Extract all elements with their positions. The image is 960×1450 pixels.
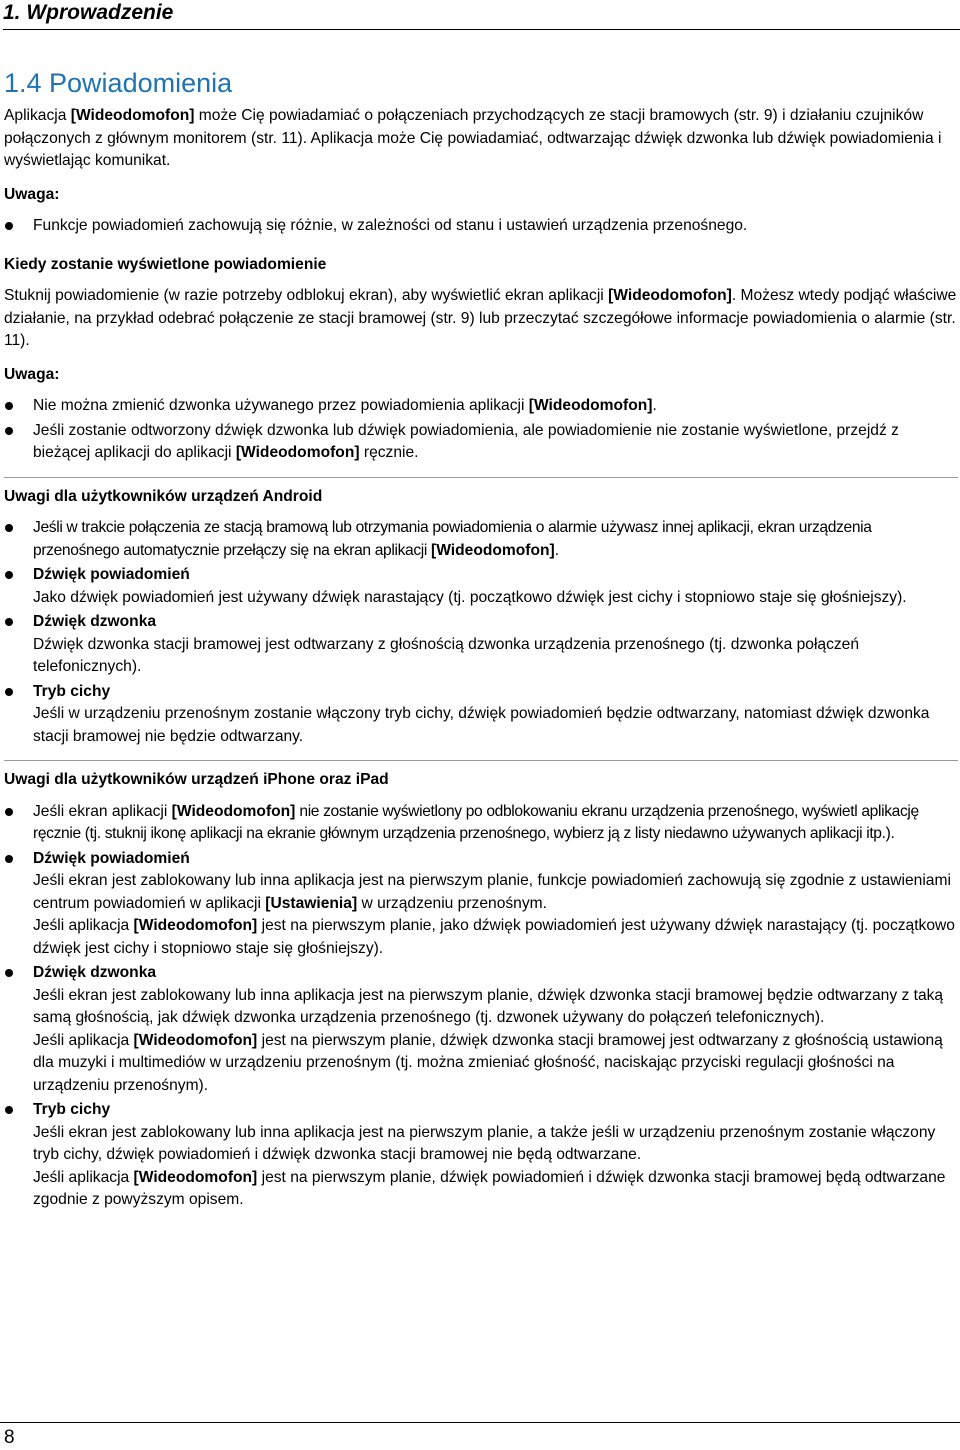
app-name: [Wideodomofon]: [235, 444, 360, 461]
app-name: [Wideodomofon]: [171, 802, 296, 820]
bullet-icon: [5, 808, 13, 816]
item-text-part: jest na pierwszym planie, jako dźwięk powiadomień jest używany dźwięk narastający (tj. początkowo dźwięk jest cichy i stopniowo staje się głośniejszy).: [33, 917, 955, 957]
subheading-when-displayed: Kiedy zostanie wyświetlone powiadomienie: [4, 255, 327, 273]
item-text: Dźwięk dzwonka stacji bramowej jest odtwarzany z głośnością dzwonka urządzenia przenośnego (tj. dzwonka połączeń telefonicznych).: [33, 635, 860, 675]
note-label: Uwaga:: [4, 365, 60, 383]
list-item: [4, 1099, 958, 1212]
page-number: 8: [4, 1427, 15, 1448]
bullet-icon: [5, 1106, 13, 1114]
item-title: Tryb cichy: [33, 1101, 111, 1118]
app-name: [Wideodomofon]: [133, 1031, 258, 1049]
note-label: Uwaga:: [4, 185, 60, 203]
android-list: [4, 517, 958, 748]
intro-paragraph: [4, 105, 958, 173]
item-text: [33, 870, 958, 915]
app-name: [Wideodomofon]: [431, 541, 555, 559]
bullet-icon: [5, 427, 13, 435]
item-text-part: Jeśli aplikacja: [33, 917, 134, 934]
settings-app-name: [Ustawienia]: [265, 894, 358, 912]
item-text: Jeśli w urządzeniu przenośnym zostanie włączony tryb cichy, dźwięk powiadomień będzie odtwarzany, natomiast dźwięk dzwonka stacji bramowej nie będzie odtwarzany.: [33, 705, 930, 745]
app-name: [Wideodomofon]: [133, 1168, 258, 1186]
item-text: Jeśli ekran aplikacji: [33, 802, 172, 820]
list-item: [4, 420, 958, 465]
item-text-part: jest na pierwszym planie, dźwięk powiadomień i dźwięk dzwonka stacji bramowej będą odtwarzane zgodnie z powyższym opisem.: [33, 1168, 946, 1208]
note-text: Nie można zmienić dzwonka używanego przez powiadomienia aplikacji: [33, 397, 529, 414]
item-text: [33, 1030, 958, 1098]
bullet-icon: [5, 524, 13, 532]
list-item: [4, 962, 958, 1097]
chapter-header: 1. Wprowadzenie: [3, 0, 960, 30]
app-name: [Wideodomofon]: [528, 397, 653, 414]
bullet-icon: [5, 571, 13, 579]
subheading-iphone: Uwagi dla użytkowników urządzeń iPhone oraz iPad: [4, 771, 389, 788]
footer-divider: [0, 1422, 960, 1423]
note-list: [4, 395, 958, 465]
item-title: Dźwięk dzwonka: [33, 613, 157, 630]
item-text: [33, 915, 958, 960]
section-title: 1.4 Powiadomienia: [4, 68, 233, 98]
item-text: Jeśli ekran jest zablokowany lub inna aplikacja jest na pierwszym planie, dźwięk dzwonka stacji bramowej będzie odtwarzany z taką samą głośnością, jak dźwięk dzwonka urządzenia przenośnego (tj. dzwonek używany do połączeń telefonicznych).: [33, 986, 944, 1026]
paragraph-text: . Możesz wtedy podjąć właściwe działanie, na przykład odebrać połączenie ze stacji bramowej (str. 9) lub przeczytać szczegółowe informacje powiadomienia o alarmie (str. 11).: [4, 287, 957, 349]
page-content: [4, 67, 958, 1223]
app-name: [Wideodomofon]: [133, 917, 258, 934]
bullet-icon: [5, 222, 13, 230]
note-list: [4, 215, 958, 238]
paragraph-text: Stuknij powiadomienie (w razie potrzeby odblokuj ekran), aby wyświetlić ekran aplikacji: [4, 287, 609, 304]
intro-text: Aplikacja: [4, 107, 71, 124]
subheading-android: Uwagi dla użytkowników urządzeń Android: [4, 487, 323, 505]
app-name: [Wideodomofon]: [608, 287, 732, 304]
item-text-part: Jeśli ekran jest zablokowany lub inna aplikacja jest na pierwszym planie, funkcje powiadomień zachowują się zgodnie z ustawieniami centrum powiadomień w aplikacji: [33, 872, 951, 912]
bullet-icon: [5, 969, 13, 977]
bullet-icon: [5, 688, 13, 696]
bullet-icon: [5, 618, 13, 626]
list-item: [4, 215, 958, 238]
item-text-part: Jeśli aplikacja: [33, 1031, 134, 1049]
when-displayed-paragraph: [4, 285, 958, 353]
section-divider: [4, 477, 958, 478]
note-text: Funkcje powiadomień zachowują się różnie, w zależności od stanu i ustawień urządzenia przenośnego.: [33, 217, 748, 234]
item-title: Dźwięk powiadomień: [33, 849, 190, 867]
iphone-list: [4, 801, 958, 1212]
list-item: [4, 395, 958, 418]
item-text: Jako dźwięk powiadomień jest używany dźwięk narastający (tj. początkowo dźwięk jest cichy i stopniowo staje się głośniejszy).: [33, 588, 907, 606]
list-item: [4, 517, 958, 562]
bullet-icon: [5, 402, 13, 410]
list-item: [4, 611, 958, 679]
note-text: .: [652, 397, 657, 414]
item-text-part: jest na pierwszym planie, dźwięk dzwonka stacji bramowej jest odtwarzany z głośnością ustawioną dla muzyki i multimediów w urządzeniu przenośnym (tj. można zmieniać głośność, naciskając przyciski regulacji głośności na urządzeniu przenośnym).: [33, 1031, 943, 1094]
list-item: [4, 801, 958, 846]
item-text-part: w urządzeniu przenośnym.: [357, 894, 547, 912]
item-text: .: [554, 541, 560, 559]
note-text: ręcznie.: [359, 444, 419, 461]
item-title: Tryb cichy: [33, 682, 111, 700]
section-divider: [4, 760, 958, 761]
item-text: [33, 1167, 958, 1212]
note-text: Jeśli zostanie odtworzony dźwięk dzwonka lub dźwięk powiadomienia, ale powiadomienie nie zostanie wyświetlone, przejdź z bieżącej aplikacji do aplikacji: [33, 421, 899, 461]
item-text: Jeśli ekran jest zablokowany lub inna aplikacja jest na pierwszym planie, a także jeśli w urządzeniu przenośnym zostanie włączony tryb cichy, dźwięk powiadomień i dźwięk dzwonka stacji bramowej nie będą odtwarzane.: [33, 1123, 936, 1163]
intro-text-rest: może Cię powiadamiać o połączeniach przychodzących ze stacji bramowych (str. 9) i działaniu czujników połączonych z głównym monitorem (str. 11). Aplikacja może Cię powiadamiać, odtwarzając dźwięk dzwonka lub dźwięk powiadomienia i wyświetlając komunikat.: [4, 107, 942, 169]
item-title: Dźwięk dzwonka: [33, 964, 157, 981]
item-text: Jeśli w trakcie połączenia ze stacją bramową lub otrzymania powiadomienia o alarmie używasz innej aplikacji, ekran urządzenia przenośnego automatycznie przełączy się na ekran aplikacji: [33, 519, 872, 559]
item-text-part: Jeśli aplikacja: [33, 1168, 134, 1186]
list-item: [4, 848, 958, 961]
list-item: [4, 564, 958, 609]
item-text: nie zostanie wyświetlony po odblokowaniu ekranu urządzenia przenośnego, wyświetl aplikację ręcznie (tj. stuknij ikonę aplikacji na ekranie głównym urządzenia przenośnego, wybierz ją z listy niedawno używanych aplikacji itp.).: [33, 802, 919, 842]
app-name: [Wideodomofon]: [70, 107, 195, 124]
item-title: Dźwięk powiadomień: [33, 566, 190, 583]
bullet-icon: [5, 855, 13, 863]
list-item: [4, 681, 958, 749]
